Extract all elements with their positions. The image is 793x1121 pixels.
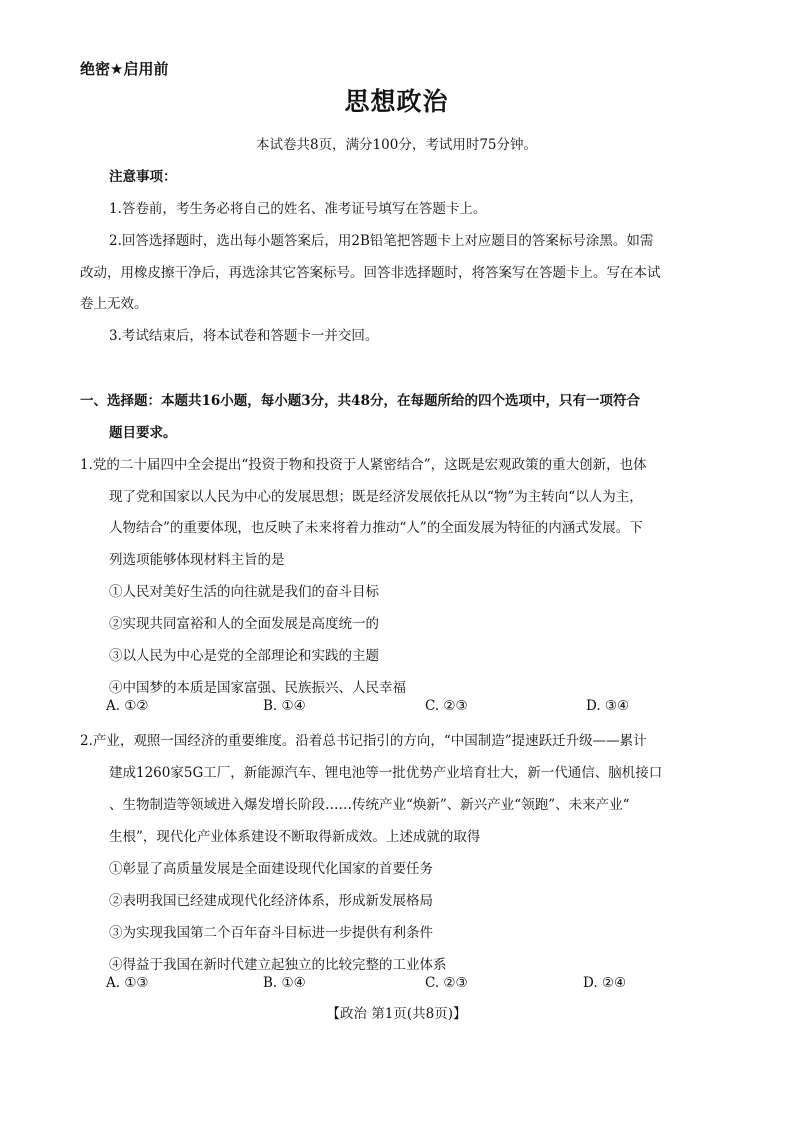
question-stem-line: 生根”，现代化产业体系建设不断取得新成效。上述成就的取得 — [109, 829, 481, 845]
option-d: D. ③④ — [586, 698, 630, 714]
option-c: C. ②③ — [425, 975, 468, 991]
statement: ③以人民为中心是党的全部理论和实践的主题 — [109, 648, 379, 664]
question-stem-line: 建成1260家5G工厂，新能源汽车、锂电池等一批优势产业培育壮大，新一代通信、脑机接口 — [109, 765, 663, 781]
question-stem-line: 列选项能够体现材料主旨的是 — [109, 552, 285, 568]
statement: ②表明我国已经建成现代化经济体系，形成新发展格局 — [109, 893, 433, 909]
notice-item-1: 1.答卷前，考生务必将自己的姓名、准考证号填写在答题卡上。 — [109, 201, 487, 217]
section-heading-cont: 题目要求。 — [109, 425, 177, 441]
option-a: A. ①③ — [106, 975, 149, 991]
option-b: B. ①④ — [263, 975, 306, 991]
question-stem-line: 人物结合”的重要体现，也反映了未来将着力推动“人”的全面发展为特征的内涵式发展。下 — [109, 520, 643, 536]
statement: ④得益于我国在新时代建立起独立的比较完整的工业体系 — [109, 957, 447, 973]
secret-label: 绝密★启用前 — [80, 60, 169, 78]
notice-item-3: 3.考试结束后，将本试卷和答题卡一并交回。 — [109, 328, 379, 344]
statement: ①彰显了高质量发展是全面建设现代化国家的首要任务 — [109, 861, 433, 877]
statement: ①人民对美好生活的向往就是我们的奋斗目标 — [109, 584, 379, 600]
option-c: C. ②③ — [425, 698, 468, 714]
option-b: B. ①④ — [263, 698, 306, 714]
question-stem-line: 1.党的二十届四中全会提出“投资于物和投资于人紧密结合”，这既是宏观政策的重大创新，也体 — [80, 457, 647, 473]
notice-heading: 注意事项： — [109, 169, 177, 185]
exam-subtitle: 本试卷共8页，满分100分，考试用时75分钟。 — [255, 137, 538, 153]
statement: ②实现共同富裕和人的全面发展是高度统一的 — [109, 616, 379, 632]
question-stem-line: 、生物制造等领域进入爆发增长阶段……传统产业“焕新”、新兴产业“领跑”、未来产业“ — [109, 797, 630, 813]
question-stem-line: 2.产业，观照一国经济的重要维度。沿着总书记指引的方向，“中国制造”提速跃迁升级——累计 — [80, 733, 647, 749]
statement: ③为实现我国第二个百年奋斗目标进一步提供有利条件 — [109, 925, 433, 941]
notice-item-2-cont2: 卷上无效。 — [80, 296, 148, 312]
page-footer: 【政治 第1页(共8页)】 — [326, 1006, 467, 1022]
option-d: D. ②④ — [583, 975, 627, 991]
question-stem-line: 现了党和国家以人民为中心的发展思想；既是经济发展依托从以“物”为主转向“以人为主， — [109, 489, 643, 505]
notice-item-2-cont: 改动，用橡皮擦干净后，再选涂其它答案标号。回答非选择题时，将答案写在答题卡上。写在本试 — [80, 265, 661, 281]
section-heading: 一、选择题：本题共16小题，每小题3分，共48分，在每题所给的四个选项中，只有一项符合 — [80, 393, 640, 409]
page-title: 思想政治 — [344, 87, 449, 116]
notice-item-2: 2.回答选择题时，选出每小题答案后，用2B铅笔把答题卡上对应题目的答案标号涂黑。如需 — [109, 233, 654, 249]
statement: ④中国梦的本质是国家富强、民族振兴、人民幸福 — [109, 680, 406, 696]
option-a: A. ①② — [106, 698, 149, 714]
